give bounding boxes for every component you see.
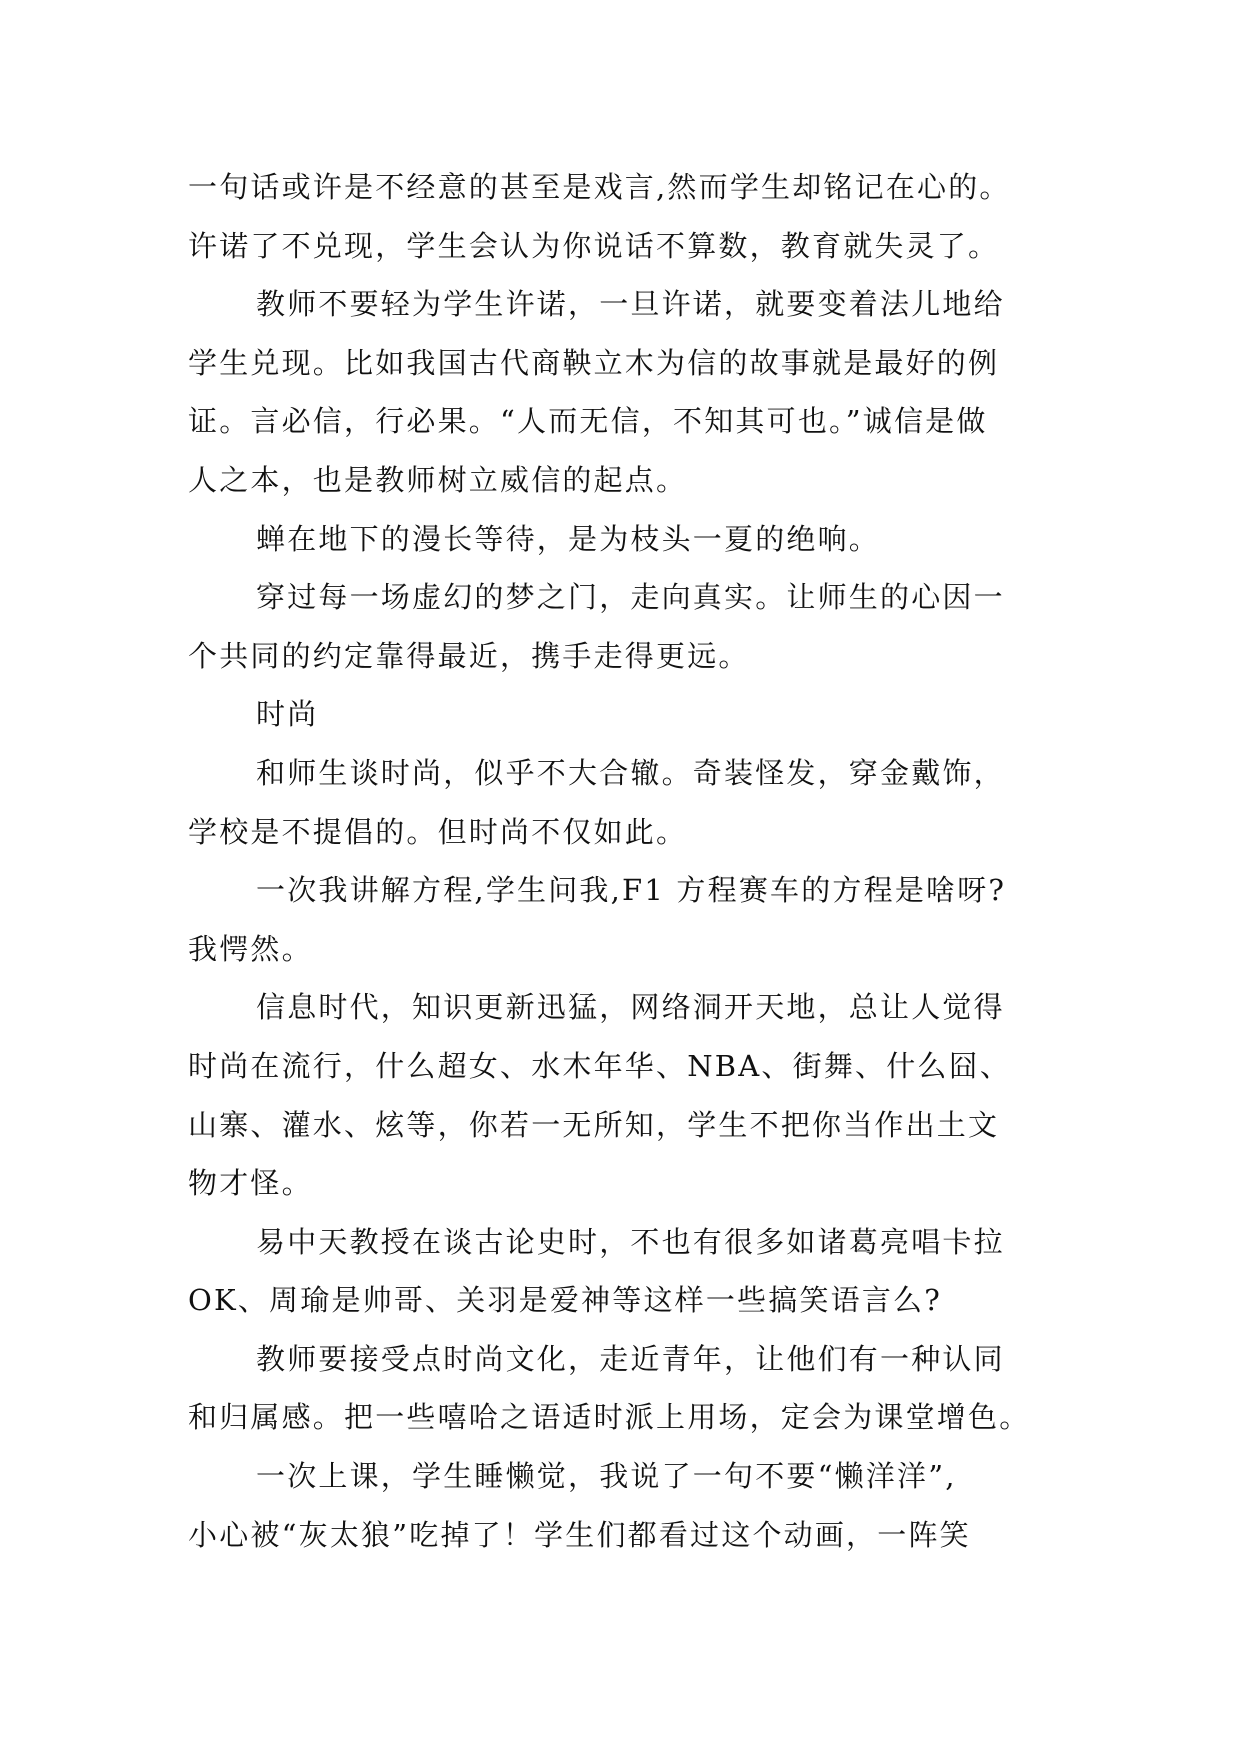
text-line: 学生兑现。比如我国古代商鞅立木为信的故事就是最好的例 <box>188 345 1000 380</box>
text-line: 学校是不提倡的。但时尚不仅如此。 <box>188 814 688 849</box>
text-line: 小心被“灰太狼”吃掉了！学生们都看过这个动画，一阵笑 <box>188 1517 971 1552</box>
text-line: 我愕然。 <box>188 931 313 966</box>
text-line: OK、周瑜是帅哥、关羽是爱神等这样一些搞笑语言么? <box>188 1283 942 1318</box>
text-line: 山寨、灌水、炫等，你若一无所知，学生不把你当作出土文 <box>188 1107 1000 1142</box>
text-line: 信息时代，知识更新迅猛，网络洞开天地，总让人觉得 <box>256 990 1005 1025</box>
text-line: 蝉在地下的漫长等待，是为枝头一夏的绝响。 <box>256 521 881 556</box>
text-line: 时尚 <box>256 697 319 732</box>
text-line: 教师不要轻为学生许诺，一旦许诺，就要变着法儿地给 <box>256 287 1005 322</box>
text-line: 许诺了不兑现，学生会认为你说话不算数，教育就失灵了。 <box>188 228 1000 263</box>
text-line: 易中天教授在谈古论史时，不也有很多如诸葛亮唱卡拉 <box>256 1224 1005 1259</box>
text-line: 和归属感。把一些嘻哈之语适时派上用场，定会为课堂增色。 <box>188 1400 1031 1435</box>
text-line: 一次我讲解方程,学生问我,F1 方程赛车的方程是啥呀? <box>256 873 1007 908</box>
text-line: 一句话或许是不经意的甚至是戏言,然而学生却铭记在心的。 <box>188 170 1011 204</box>
text-line: 教师要接受点时尚文化，走近青年，让他们有一种认同 <box>256 1341 1005 1376</box>
body-text <box>188 158 1088 1564</box>
text-line: 个共同的约定靠得最近，携手走得更远。 <box>188 638 750 673</box>
text-line: 一次上课，学生睡懒觉，我说了一句不要“懒洋洋”, <box>256 1459 957 1494</box>
text-line: 证。言必信，行必果。“人而无信，不知其可也。”诚信是做 <box>188 404 988 439</box>
text-line: 穿过每一场虚幻的梦之门，走向真实。让师生的心因一 <box>256 580 1005 615</box>
text-line: 人之本，也是教师树立威信的起点。 <box>188 462 688 497</box>
text-line: 时尚在流行，什么超女、水木年华、NBA、街舞、什么囧、 <box>188 1048 1012 1083</box>
text-line: 和师生谈时尚，似乎不大合辙。奇装怪发，穿金戴饰， <box>256 755 1005 790</box>
text-line: 物才怪。 <box>188 1166 313 1201</box>
